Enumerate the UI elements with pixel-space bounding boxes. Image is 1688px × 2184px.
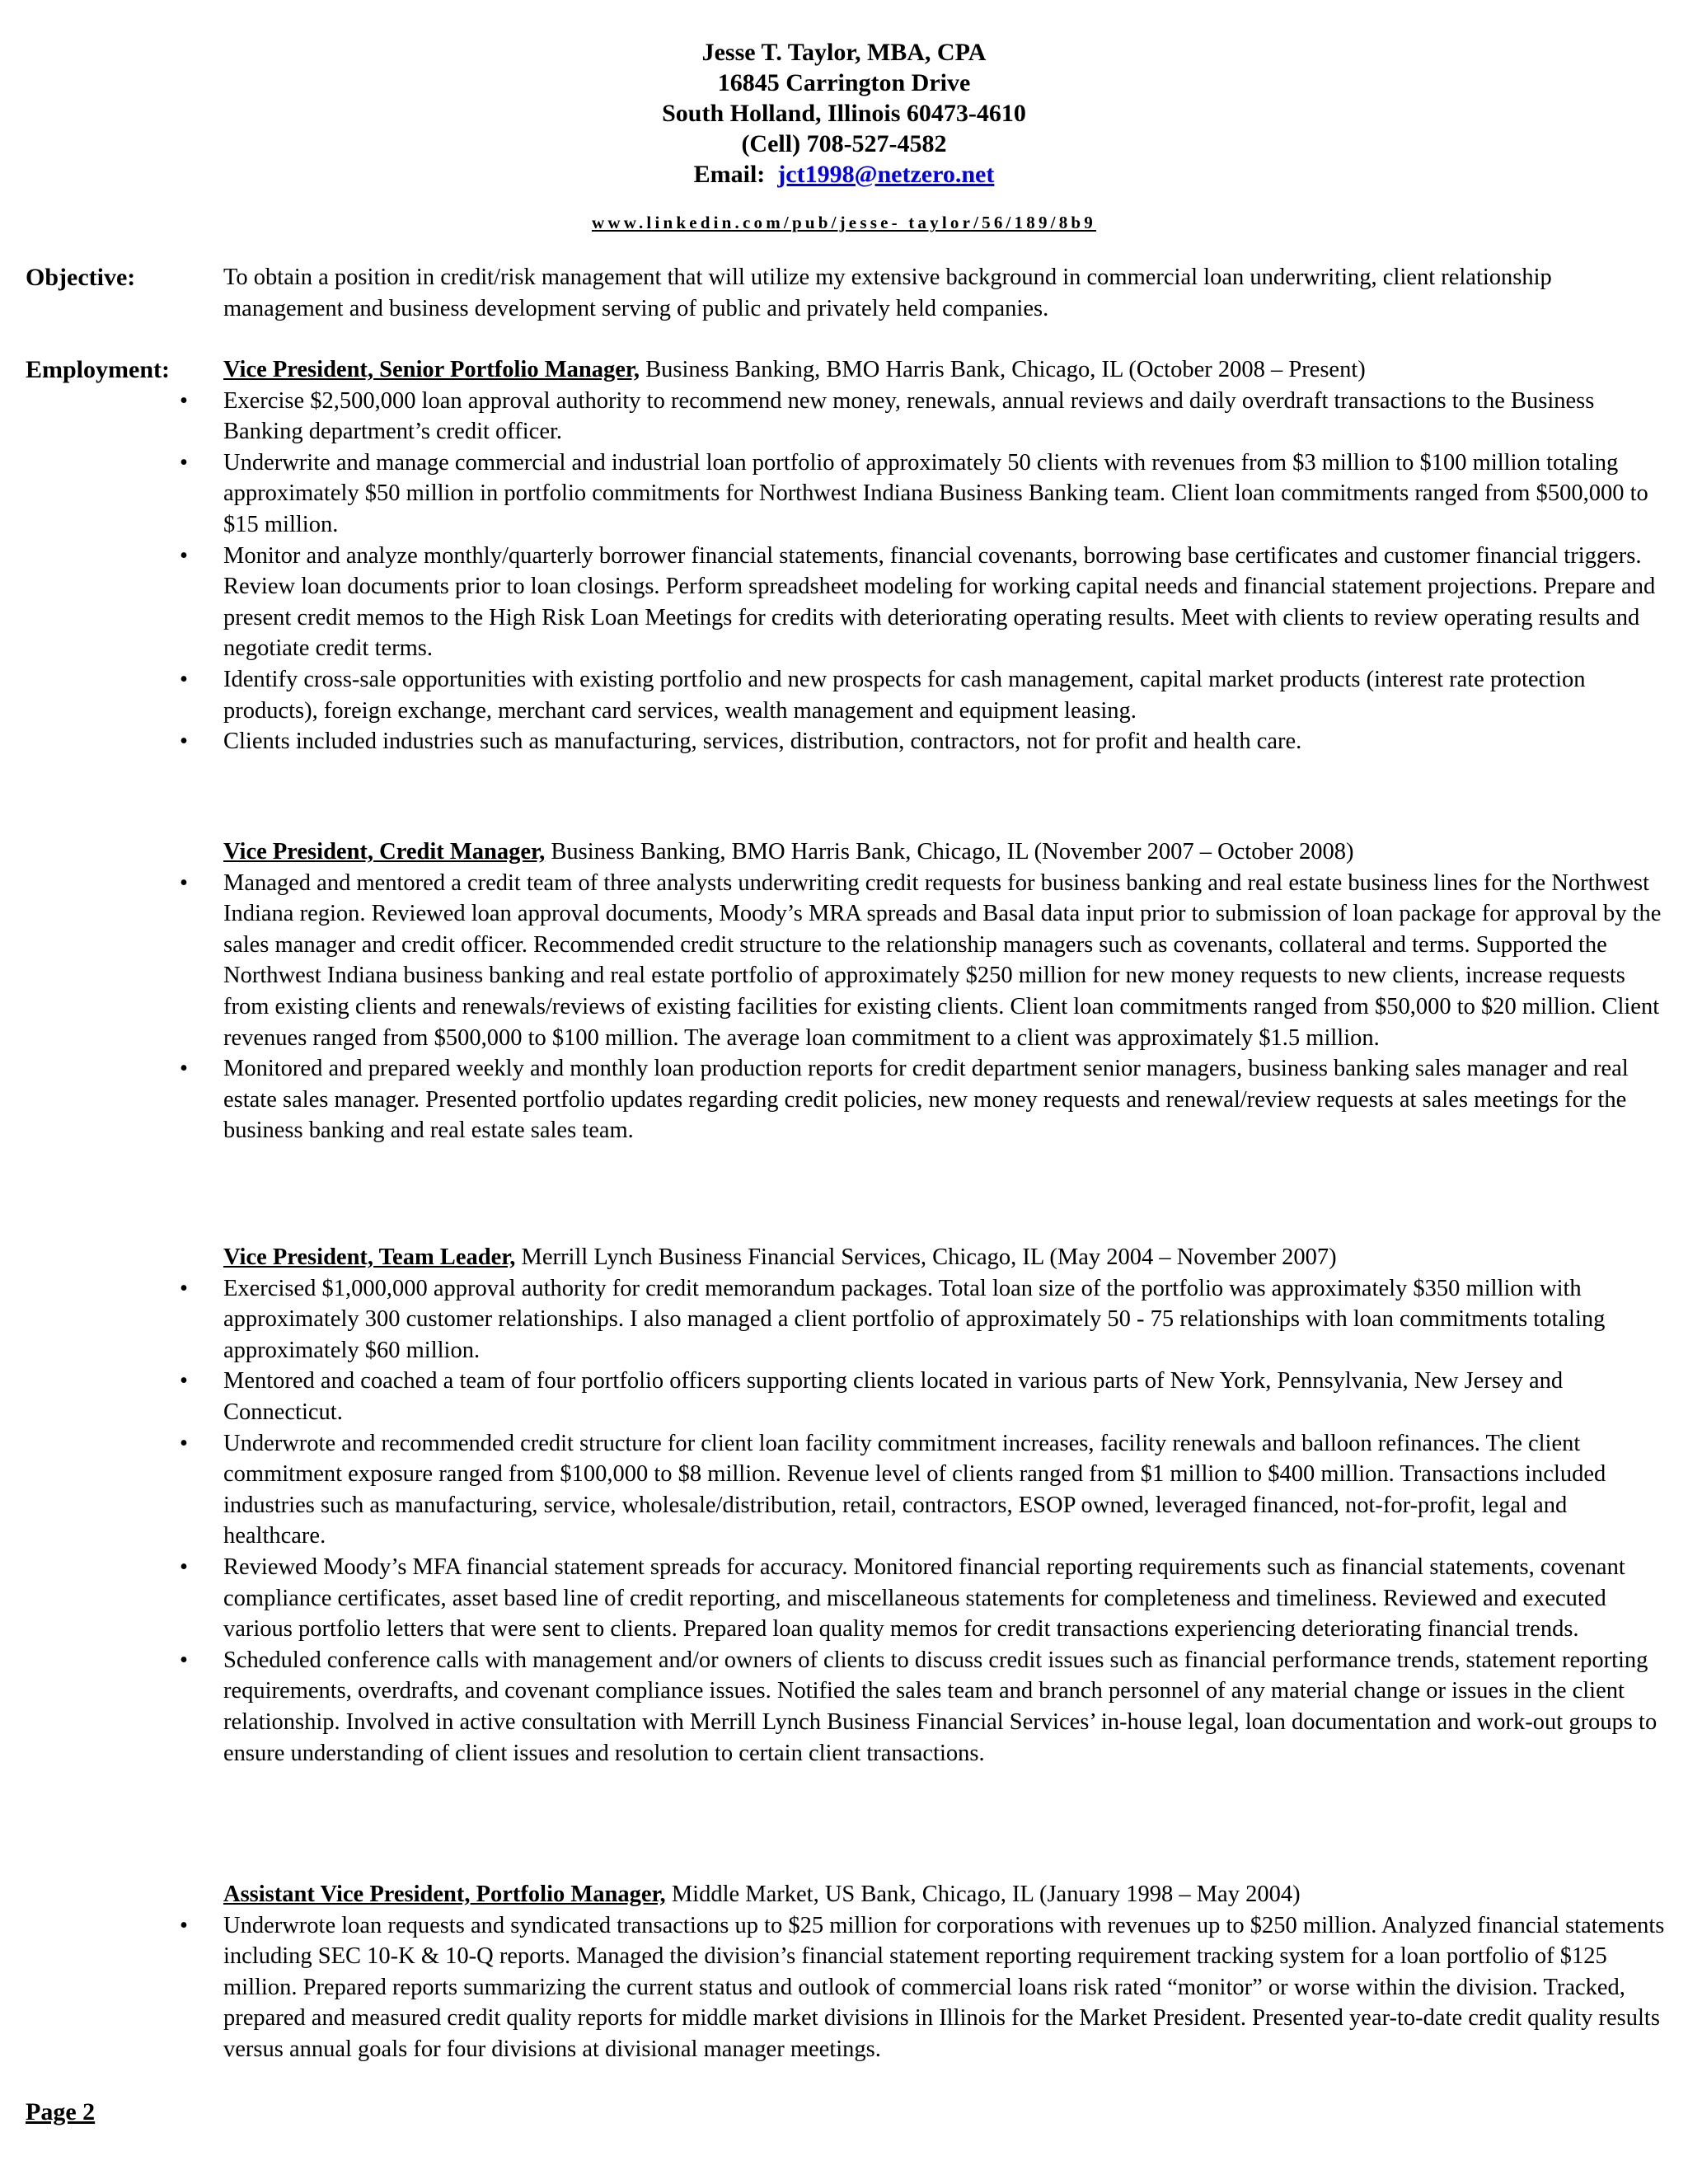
bullet-icon: •	[180, 449, 188, 476]
job-details: Business Banking, BMO Harris Bank, Chicago, IL (October 2008 – Present)	[640, 357, 1366, 382]
bullet-item	[180, 1645, 1674, 1769]
bullet-icon: •	[180, 542, 188, 569]
bullet-item	[180, 868, 1674, 1054]
bullet-icon: •	[180, 1275, 188, 1301]
job-heading	[223, 1242, 1674, 1273]
bullet-text: Underwrote loan requests and syndicated transactions up to $25 million for corporations with revenues up to $250 million. Analyzed financial statements including SEC 10-K & 10-Q reports. Managed the division’s financial statement reporting requirement tracking system for a loan portfolio of $125 million. Prepared reports summarizing the current status and outlook of commercial loans risk rated “monitor” or worse within the division. Tracked, prepared and measured credit quality reports for middle market divisions in Illinois for the Market President. Presented year-to-date credit quality results versus annual goals for four divisions at divisional manager meetings.	[223, 1912, 1665, 2062]
bullet-item	[180, 1366, 1674, 1427]
bullet-item	[180, 386, 1674, 448]
bullet-icon: •	[180, 1554, 188, 1580]
email-link[interactable]: jct1998@netzero.net	[777, 161, 995, 188]
bullet-text: Mentored and coached a team of four portfolio officers supporting clients located in various parts of New York, Pennsylvania, New Jersey and Connecticut.	[223, 1368, 1564, 1425]
bullet-item	[180, 1428, 1674, 1552]
address-line-1: 16845 Carrington Drive	[717, 69, 971, 96]
job-title: Vice President, Credit Manager,	[223, 839, 546, 865]
job-entry	[180, 1242, 1674, 1769]
objective-text: To obtain a position in credit/risk management that will utilize my extensive background in commercial loan underwriting, client relationship management and business development serving of public and privately held companies.	[223, 265, 1552, 321]
job-details: Middle Market, US Bank, Chicago, IL (January 1998 – May 2004)	[665, 1882, 1301, 1907]
job-title: Vice President, Team Leader,	[223, 1244, 516, 1270]
bullet-text: Identify cross-sale opportunities with existing portfolio and new prospects for cash management, capital market products (interest rate protection products), foreign exchange, merchant card services, wealth management and equipment leasing.	[223, 666, 1586, 724]
job-entry	[180, 354, 1674, 757]
bullet-icon: •	[180, 1368, 188, 1394]
job-heading	[223, 354, 1674, 386]
bullet-text: Reviewed Moody’s MFA financial statement spreads for accuracy. Monitored financial reporting requirements such as financial statements, covenant compliance certificates, asset based line of credit reporting, and miscellaneous statements for completeness and timeliness. Reviewed and executed various portfolio letters that were sent to clients. Prepared loan quality memos for credit transactions experiencing deteriorating financial trends.	[223, 1554, 1625, 1643]
bullet-item	[180, 1273, 1674, 1366]
objective-label: Objective:	[26, 264, 136, 291]
job-entry	[180, 1879, 1674, 2065]
job-details: Business Banking, BMO Harris Bank, Chicago, IL (November 2007 – October 2008)	[545, 839, 1354, 865]
bullet-icon: •	[180, 869, 188, 896]
email-label: Email:	[693, 161, 766, 188]
bullet-item	[180, 726, 1674, 757]
email-line	[0, 159, 1688, 190]
bullet-icon: •	[180, 729, 188, 755]
job-title: Assistant Vice President, Portfolio Manager,	[223, 1882, 666, 1907]
bullet-item	[180, 664, 1674, 726]
bullet-text: Managed and mentored a credit team of three analysts underwriting credit requests for business banking and real estate business lines for the Northwest Indiana region. Reviewed loan approval documents, Moody’s MRA spreads and Basal data input prior to submission of loan package for approval by the sales manager and credit officer. Recommended credit structure to the relationship managers such as covenants, collateral and terms. Supported the Northwest Indiana business banking and real estate portfolio of approximately $250 million for new money requests to new clients, increase requests from existing clients and renewals/reviews of existing facilities for existing clients. Client loan commitments ranged from $50,000 to $20 million. Client revenues ranged from $500,000 to $100 million. The average loan commitment to a client was approximately $1.5 million.	[223, 869, 1662, 1051]
linkedin-link[interactable]: www.linkedin.com/pub/jesse- taylor/56/189/8b9	[592, 213, 1096, 232]
bullet-item	[180, 1552, 1674, 1645]
bullet-item	[180, 448, 1674, 541]
bullet-text: Underwrote and recommended credit structure for client loan facility commitment increases, facility renewals and balloon refinances. The client commitment exposure ranged from $100,000 to $8 million. Revenue level of clients ranged from $1 million to $400 million. Transactions included industries such as manufacturing, service, wholesale/distribution, retail, contractors, ESOP owned, leveraged financed, not-for-profit, legal and healthcare.	[223, 1430, 1606, 1549]
job-bullets	[180, 1273, 1674, 1769]
bullet-icon: •	[180, 1430, 188, 1456]
bullet-text: Underwrite and manage commercial and industrial loan portfolio of approximately 50 clients with revenues from $3 million to $100 million totaling approximately $50 million in portfolio commitments for Northwest Indiana Business Banking team. Client loan commitments ranged from $500,000 to $15 million.	[223, 449, 1648, 537]
job-details: Merrill Lynch Business Financial Services, Chicago, IL (May 2004 – November 2007)	[515, 1244, 1337, 1270]
page-number: Page 2	[26, 2098, 96, 2125]
job-title: Vice President, Senior Portfolio Manager,	[223, 357, 640, 382]
bullet-icon: •	[180, 666, 188, 692]
bullet-icon: •	[180, 1912, 188, 1938]
bullet-text: Monitor and analyze monthly/quarterly borrower financial statements, financial covenants, borrowing base certificates and customer financial triggers. Review loan documents prior to loan closings. Perform spreadsheet modeling for working capital needs and financial statement projections. Prepare and present credit memos to the High Risk Loan Meetings for credits with deteriorating operating results. Meet with clients to review operating results and negotiate credit terms.	[223, 542, 1656, 662]
bullet-text: Monitored and prepared weekly and monthly loan production reports for credit department senior managers, business banking sales manager and real estate sales manager. Presented portfolio updates regarding credit policies, new money requests and renewal/review requests at sales meetings for the business banking and real estate sales team.	[223, 1056, 1629, 1144]
bullet-text: Scheduled conference calls with management and/or owners of clients to discuss credit issues such as financial performance trends, statement reporting requirements, overdrafts, and covenant compliance issues. Notified the sales team and branch personnel of any material change or issues in the client relationship. Involved in active consultation with Merrill Lynch Business Financial Services’ in-house legal, loan documentation and work-out groups to ensure understanding of client issues and resolution to certain client transactions.	[223, 1647, 1658, 1766]
bullet-item	[180, 1910, 1674, 2065]
phone: (Cell) 708-527-4582	[741, 130, 947, 157]
bullet-text: Exercise $2,500,000 loan approval authority to recommend new money, renewals, annual reviews and daily overdraft transactions to the Business Banking department’s credit officer.	[223, 387, 1595, 445]
job-entry	[180, 837, 1674, 1146]
address-line-2: South Holland, Illinois 60473-4610	[662, 100, 1026, 127]
job-bullets	[180, 868, 1674, 1146]
bullet-icon: •	[180, 1056, 188, 1082]
bullet-item	[180, 1053, 1674, 1146]
job-bullets	[180, 1910, 1674, 2065]
bullet-text: Exercised $1,000,000 approval authority for credit memorandum packages. Total loan size of the portfolio was approximately $350 million with approximately 300 customer relationships. I also managed a client portfolio of approximately 50 - 75 relationships with loan commitments totaling approximately $60 million.	[223, 1275, 1606, 1363]
employment-label: Employment:	[26, 356, 170, 383]
job-heading	[223, 1879, 1674, 1910]
job-heading	[223, 837, 1674, 868]
candidate-name: Jesse T. Taylor, MBA, CPA	[701, 39, 987, 66]
bullet-text: Clients included industries such as manufacturing, services, distribution, contractors, not for profit and health care.	[223, 729, 1302, 755]
bullet-icon: •	[180, 1647, 188, 1673]
bullet-item	[180, 541, 1674, 664]
resume-header	[0, 37, 1688, 190]
bullet-icon: •	[180, 387, 188, 414]
job-bullets	[180, 386, 1674, 757]
